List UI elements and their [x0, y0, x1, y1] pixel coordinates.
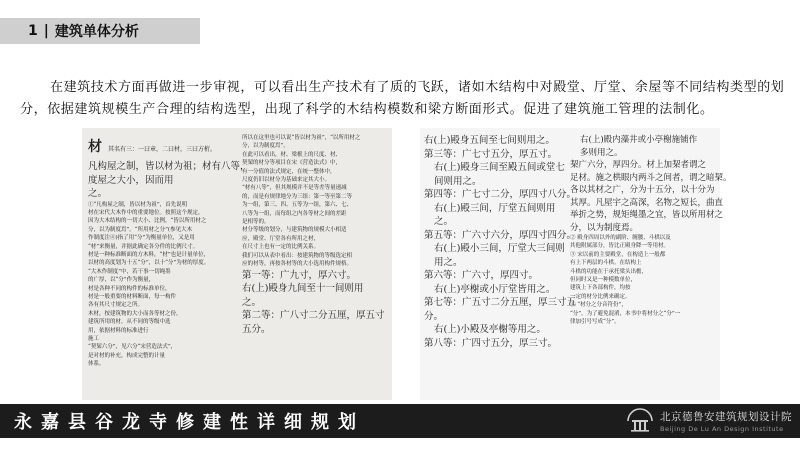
scan-text-line: 举折之势，规矩绳墨之宜，皆以所用材之	[570, 210, 724, 220]
scan-text-line: 在尺寸上也有一定的比例关系。	[242, 244, 320, 251]
scan-text-line: 五分。	[242, 323, 271, 335]
scan-text-line: 一定的材分比例来确定。	[570, 293, 631, 300]
scan-text-line: 各以其材之广，分为十五分，以十分为	[570, 185, 715, 195]
scan-text-line: 分，以为制度焉”。“所用材之分”(参见大木	[88, 226, 193, 233]
scan-text-line: 右(上)殿内藻井或小亭榭施铺作	[580, 135, 698, 145]
scan-text-line: 之。	[88, 188, 108, 199]
scan-text-line: 其厚。凡屋宇之高深，名物之短长，曲直	[570, 197, 724, 208]
scan-text-line: 我们可以从表中看出：按建筑物的等级选定相	[242, 252, 353, 259]
scan-heading-note: 其名有三：一曰章，二曰材，三曰方桁。	[108, 146, 217, 153]
scan-text-line: 尺度仍旧以材分为基础来定其大小。	[242, 177, 331, 184]
scan-text-line: 凡构屋之制，皆以材为祖；材有八等，	[88, 161, 250, 172]
scan-text-line: 材是一般重要的材料断面，每一构件	[88, 293, 177, 300]
scan-text-line: “材”来衡量，并据此确定各分件的比例尺寸。	[88, 243, 199, 250]
scan-heading-char: 材	[88, 139, 102, 155]
scan-text-line: 作制度注④)指了用“分”为衡量单位，又是用	[88, 235, 195, 242]
scan-text-line: 第三等：广七寸五分，厚五寸。	[424, 148, 558, 160]
scan-text-line: ④ “材分之分音符份”，	[570, 302, 627, 309]
scan-text-line: 的广厚，以“分”作为衡量，	[88, 277, 155, 284]
scan-text-line: 是对材的补充，构成完整的计量	[88, 352, 166, 359]
scan-text-line: 之。	[242, 296, 262, 308]
scan-text-line: 体系。	[88, 361, 105, 368]
scan-text-line: 第四等：广七寸二分，厚四寸八分。	[424, 189, 577, 200]
scan-text-line: 是相等的。	[242, 219, 270, 226]
scan-text-line: 右(上)殿身五间至七间则用之。	[424, 135, 555, 146]
scan-text-line: 用之。	[434, 256, 463, 268]
scan-text-line: 右(上)小殿及亭榭等用之。	[434, 324, 546, 335]
scan-text-line: “材有八等”，但其规模并不是等差等量递减	[242, 185, 347, 192]
scan-text-line: 第一等：广九寸，厚六寸。	[242, 269, 357, 281]
building-logo-icon	[626, 408, 654, 434]
scan-text-line: 有上下两层的斗栱。在结构上	[570, 260, 642, 267]
scan-text-line: “分”，为了避免混淆，本书中将材分之“分”一	[570, 310, 681, 317]
scan-text-line: 右(上)殿小三间，厅堂大三间则	[434, 243, 565, 254]
scan-text-line: 建筑上下各部构件，均按	[570, 285, 631, 292]
scan-text-line: 木材，按建筑物的大小而各等材之份，	[88, 310, 182, 317]
scan-text-line: 建筑所用的材，从不同的等级中选	[88, 319, 171, 326]
scan-text-line: ② 殿身四周以外的副阶、缠腰、斗栱以及	[570, 235, 671, 241]
scan-text-line: 施工	[88, 336, 100, 342]
scan-text-line: 足材。施之栱眼内两斗之间者，谓之暗栔。	[570, 172, 732, 183]
scan-text-line: 分，以为制度焉”。	[242, 143, 289, 150]
scan-text-line: 为一组，第三、四、五等为一组，第六、七、	[242, 202, 353, 209]
scan-text-line: 分。	[424, 310, 444, 322]
scan-text-line: 但同时又是一种模数单位，	[570, 277, 637, 284]
scan-text-line: 应的材等，再按各材等的大小选用构件规格。	[242, 261, 353, 268]
scan-left-heading	[88, 136, 228, 156]
scan-left-column-2	[242, 134, 384, 400]
scan-right-col2-lines	[570, 134, 732, 326]
scan-text-line: 第七等：广五寸二分五厘，厚三寸五	[424, 297, 577, 308]
scan-text-line: 多则用之。	[580, 147, 623, 158]
scan-text-line: 右(上)亭榭或小厅堂皆用之。	[434, 283, 556, 295]
scan-text-line: 律加引号写成“分”。	[570, 319, 620, 326]
scan-text-line: 度屋之大小，因而用	[88, 174, 174, 186]
scan-text-line: 材分等级的划分，与建筑物的规模大小相适	[242, 227, 347, 234]
scan-text-line: 所以在这里也可以说“皆以材为祖”，“以所用材之	[242, 135, 361, 141]
scan-text-line: 之。	[434, 216, 454, 227]
scan-left-col2-lines	[242, 134, 384, 336]
scan-text-line: 分，以为制度焉。	[570, 222, 639, 233]
scan-text-line: 各有其尺寸规定之所。	[88, 302, 144, 309]
scan-text-line: 因为大木结构的一切大小、比例，“皆以所用材之	[88, 218, 207, 225]
scan-left-col1-lines	[88, 160, 250, 369]
intro-paragraph: 在建筑技术方面再做进一步审视，可以看出生产技术有了质的飞跃，诸如木结构中对殿堂、厅堂、余屋等不同结构类型的划分，依据建筑规模生产合理的结构选型，出现了科学的木结构模数和梁方断面形式。促进了建筑施工管理的法制化。	[20, 80, 785, 117]
section-title-bar	[0, 18, 200, 44]
scanned-page-left	[82, 128, 392, 400]
scan-right-column-2	[570, 134, 732, 400]
scan-text-line: “契栔六分”，见六分“宋营造法式”，	[88, 344, 177, 351]
scan-text-line: 第八等：广四寸五分，厚三寸。	[424, 337, 558, 349]
scan-text-line: 第五等：广六寸六分，厚四寸四分。	[424, 229, 577, 241]
scan-text-line: 用，依据材料的标准进行	[88, 327, 149, 334]
scan-text-line: 材是一种标准断面的方木料，“材”也是计量单位，	[88, 251, 210, 258]
section-number: 1	[28, 23, 38, 39]
scan-text-line: 应，殿堂、厅堂各有所用之材，	[242, 235, 320, 242]
scan-text-line: 在此可以看出，材、梁栿上的尺度、材、	[242, 151, 342, 158]
scan-text-line: 右(上)殿身三间至殿五间或堂七	[434, 162, 565, 173]
logo-english-name: Beijing De Lu An Design Institute	[660, 425, 784, 433]
scan-text-line: 斗栱的功能在于承托梁头出檐，	[570, 268, 648, 275]
scan-text-line: “大木作制度”中，若干事一切绳墨	[88, 268, 171, 275]
scan-text-line: 右(上)殿身九间至十一间则用	[242, 283, 364, 294]
scan-right-column-1	[424, 134, 577, 400]
project-title: 永嘉县谷龙寺修建性详细规划	[14, 412, 365, 433]
scan-left-column-1	[88, 134, 250, 400]
logo-text	[660, 409, 792, 433]
scanned-page-right	[420, 128, 732, 400]
scan-text-line: 契栔的材分等项目在宋《营造法式》中，	[242, 160, 342, 167]
scan-text-line: 第六等：广六寸，厚四寸。	[424, 270, 539, 281]
scan-text-line: ①“凡构屋之制，皆以材为祖”，首先说明	[88, 201, 188, 208]
institute-logo	[626, 406, 792, 436]
scan-text-line: 第二等：广八寸二分五厘，厚五寸	[242, 310, 385, 321]
scan-text-line: 其他附属部分，皆比正殿身降一等用材。	[570, 243, 670, 250]
scan-text-line: 材在宋代大木作中的重要地位。按照这个规定，	[88, 209, 204, 216]
scan-text-line: 间则用之。	[434, 175, 482, 187]
scan-text-line: 栔广六分，厚四分。材上加栔者谓之	[570, 160, 707, 170]
section-separator: |	[43, 23, 49, 39]
scan-text-line: 八等为一组，而每组之内各等材之间的差距	[242, 210, 347, 217]
scan-text-line: ③ 宋以前的主要殿堂，在构造上一般都	[570, 251, 666, 258]
scan-text-line: 右(上)殿三间，厅堂五间则用	[434, 202, 556, 214]
section-title: 建筑单体分析	[54, 24, 139, 40]
logo-chinese-name: 北京德鲁安建筑规划设计院	[660, 411, 792, 423]
scan-text-line: 以材的高度划为十五“分”，以十“分”为材的厚度。	[88, 260, 210, 267]
scan-text-line: 的，而是有规律地分为三组：第一等至第二等	[242, 193, 353, 200]
scan-text-line: 有一分值的法式规定，在统一整体中，	[242, 168, 336, 175]
footer-bar	[0, 404, 800, 438]
scan-right-col1-lines	[424, 134, 577, 350]
scan-text-line: 材是各种不同的构件的标准单位，	[88, 285, 171, 292]
